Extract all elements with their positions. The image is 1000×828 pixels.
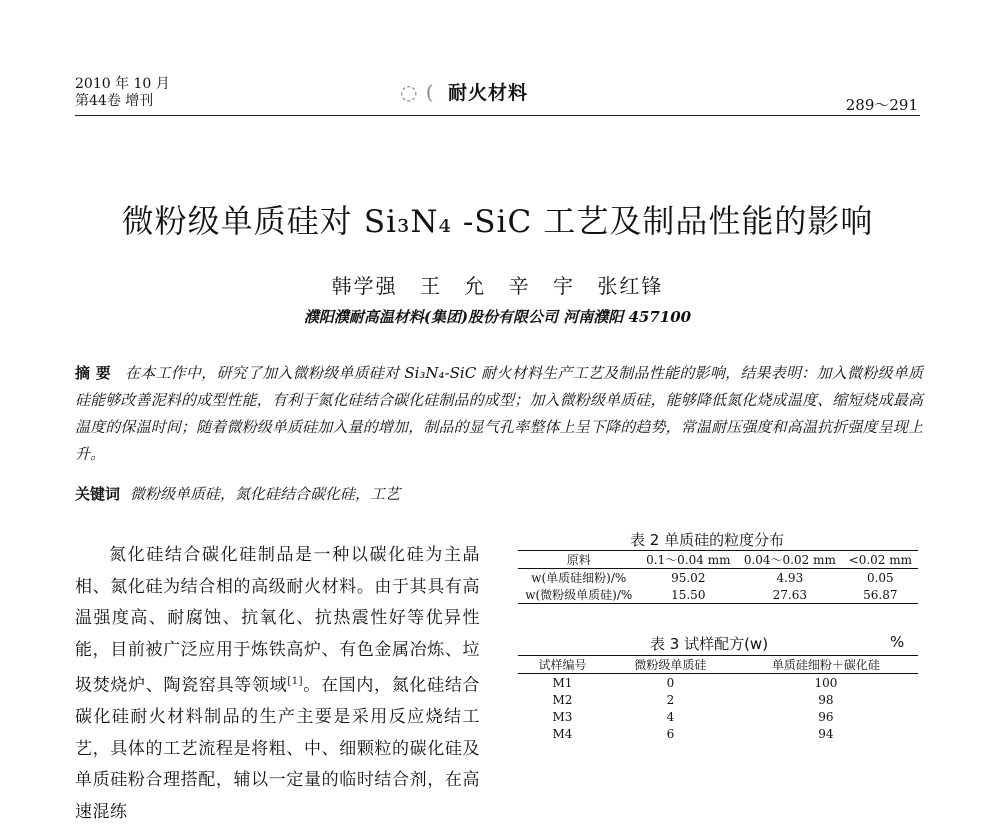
table3-header-cell: 试样编号 [518,656,607,674]
title-formula: Si₃N₄ -SiC [363,204,533,240]
table2-cell: 4.93 [776,570,804,585]
table2-cell: 15.50 [640,586,738,604]
table3-cell: 0 [666,675,675,690]
issue-volume: 第44卷 增刊 [75,93,154,109]
table2-header-cell: 0.04～0.02 mm [737,551,843,569]
body-text-1: 氮化硅结合碳化硅制品是一种以碳化硅为主晶相、氮化硅为结合相的高级耐火材料。由于其具有高温强度高、耐腐蚀、抗氧化、抗热震性好等优异性能，目前被广泛应用于炼铁高炉、有色金属冶炼、垃圾焚烧炉、陶瓷窑具等领域 [75,545,480,696]
table2-cell: w(单质硅细粉)/% [531,571,627,585]
title-prefix: 微粉级单质硅对 [121,202,364,240]
table2-cell: 27.63 [737,586,843,604]
body-paragraph [75,540,480,828]
table3-unit: % [890,633,905,651]
table2-row [518,569,918,587]
page-range: 289～291 [845,96,918,114]
keywords [75,483,400,504]
paper-title [75,196,920,242]
table3-cell: M3 [552,709,573,724]
table2-header-cell: 原料 [518,551,640,569]
citation-ref: [1] [287,676,304,687]
table3-cell: M1 [552,675,573,690]
table3-cell: 94 [818,726,834,741]
title-suffix: 工艺及制品性能的影响 [532,202,874,240]
table3-row [518,674,918,692]
table3-header-cell: 微粉级单质硅 [607,656,734,674]
table2-cell: 95.02 [671,570,706,585]
journal-header [400,78,528,105]
table3-cell: M4 [552,726,573,741]
table3-cell: 98 [818,692,834,707]
table3-cell: 6 [666,726,675,741]
authors: 韩学强 王 允 辛 宇 张红锋 [331,274,664,298]
issue-info [75,76,170,110]
table2-cell: 56.87 [843,586,918,604]
table3-row [518,708,918,725]
table3-cell: 100 [814,675,838,690]
table3-cell: M2 [552,692,573,707]
keywords-text: 微粉级单质硅，氮化硅结合碳化硅，工艺 [130,485,401,503]
abstract [75,360,923,468]
table3 [518,655,918,742]
table3-header-row [518,656,918,674]
header-rule [75,115,920,116]
table3-cell: 96 [818,709,834,724]
table2-header-cell: <0.02 mm [843,551,918,569]
abstract-text: 在本工作中，研究了加入微粉级单质硅对 Si₃N₄-SiC 耐火材料生产工艺及制品性能的影响，结果表明：加入微粉级单质硅能够改善泥料的成型性能，有利于氮化硅结合碳化硅制品的成型；加入微粉级单质硅，能够降低氮化烧成温度、缩短烧成最高温度的保温时间；随着微粉级单质硅加入量的增加，制品的显气孔率整体上呈下降的趋势，常温耐压强度和高温抗折强度呈现上升。 [75,364,923,463]
table3-row [518,691,918,708]
affiliation: 濮阳濮耐高温材料(集团)股份有限公司 河南濮阳 457100 [303,308,692,326]
table2-caption: 表 2 单质硅的粒度分布 [630,531,785,549]
table3-caption: 表 3 试样配方(w) [650,635,769,653]
issue-date: 2010 年 10 月 [75,76,170,92]
table2-header-row [518,551,918,569]
keywords-label: 关键词 [75,485,121,503]
journal-logo: ◌ ( [400,80,442,104]
journal-name: 耐火材料 [447,82,528,104]
table2-cell: 0.05 [866,570,894,585]
table3-cell: 4 [666,709,675,724]
table3-row [518,725,918,742]
body-text-2: 。在国内，氮化硅结合碳化硅耐火材料制品的生产主要是采用反应烧结工艺，具体的工艺流程是将粗、中、细颗粒的碳化硅及单质硅粉合理搭配，辅以一定量的临时结合剂，在高速混练 [75,675,481,822]
table3-header-cell: 单质硅细粉＋碳化硅 [734,656,918,674]
table2-header-cell: 0.1～0.04 mm [640,551,738,569]
abstract-label: 摘 要 [75,364,111,382]
table2-cell: w(微粉级单质硅)/% [518,586,640,604]
table3-cell: 2 [666,692,675,707]
table2 [518,550,918,604]
table2-row [518,586,918,604]
